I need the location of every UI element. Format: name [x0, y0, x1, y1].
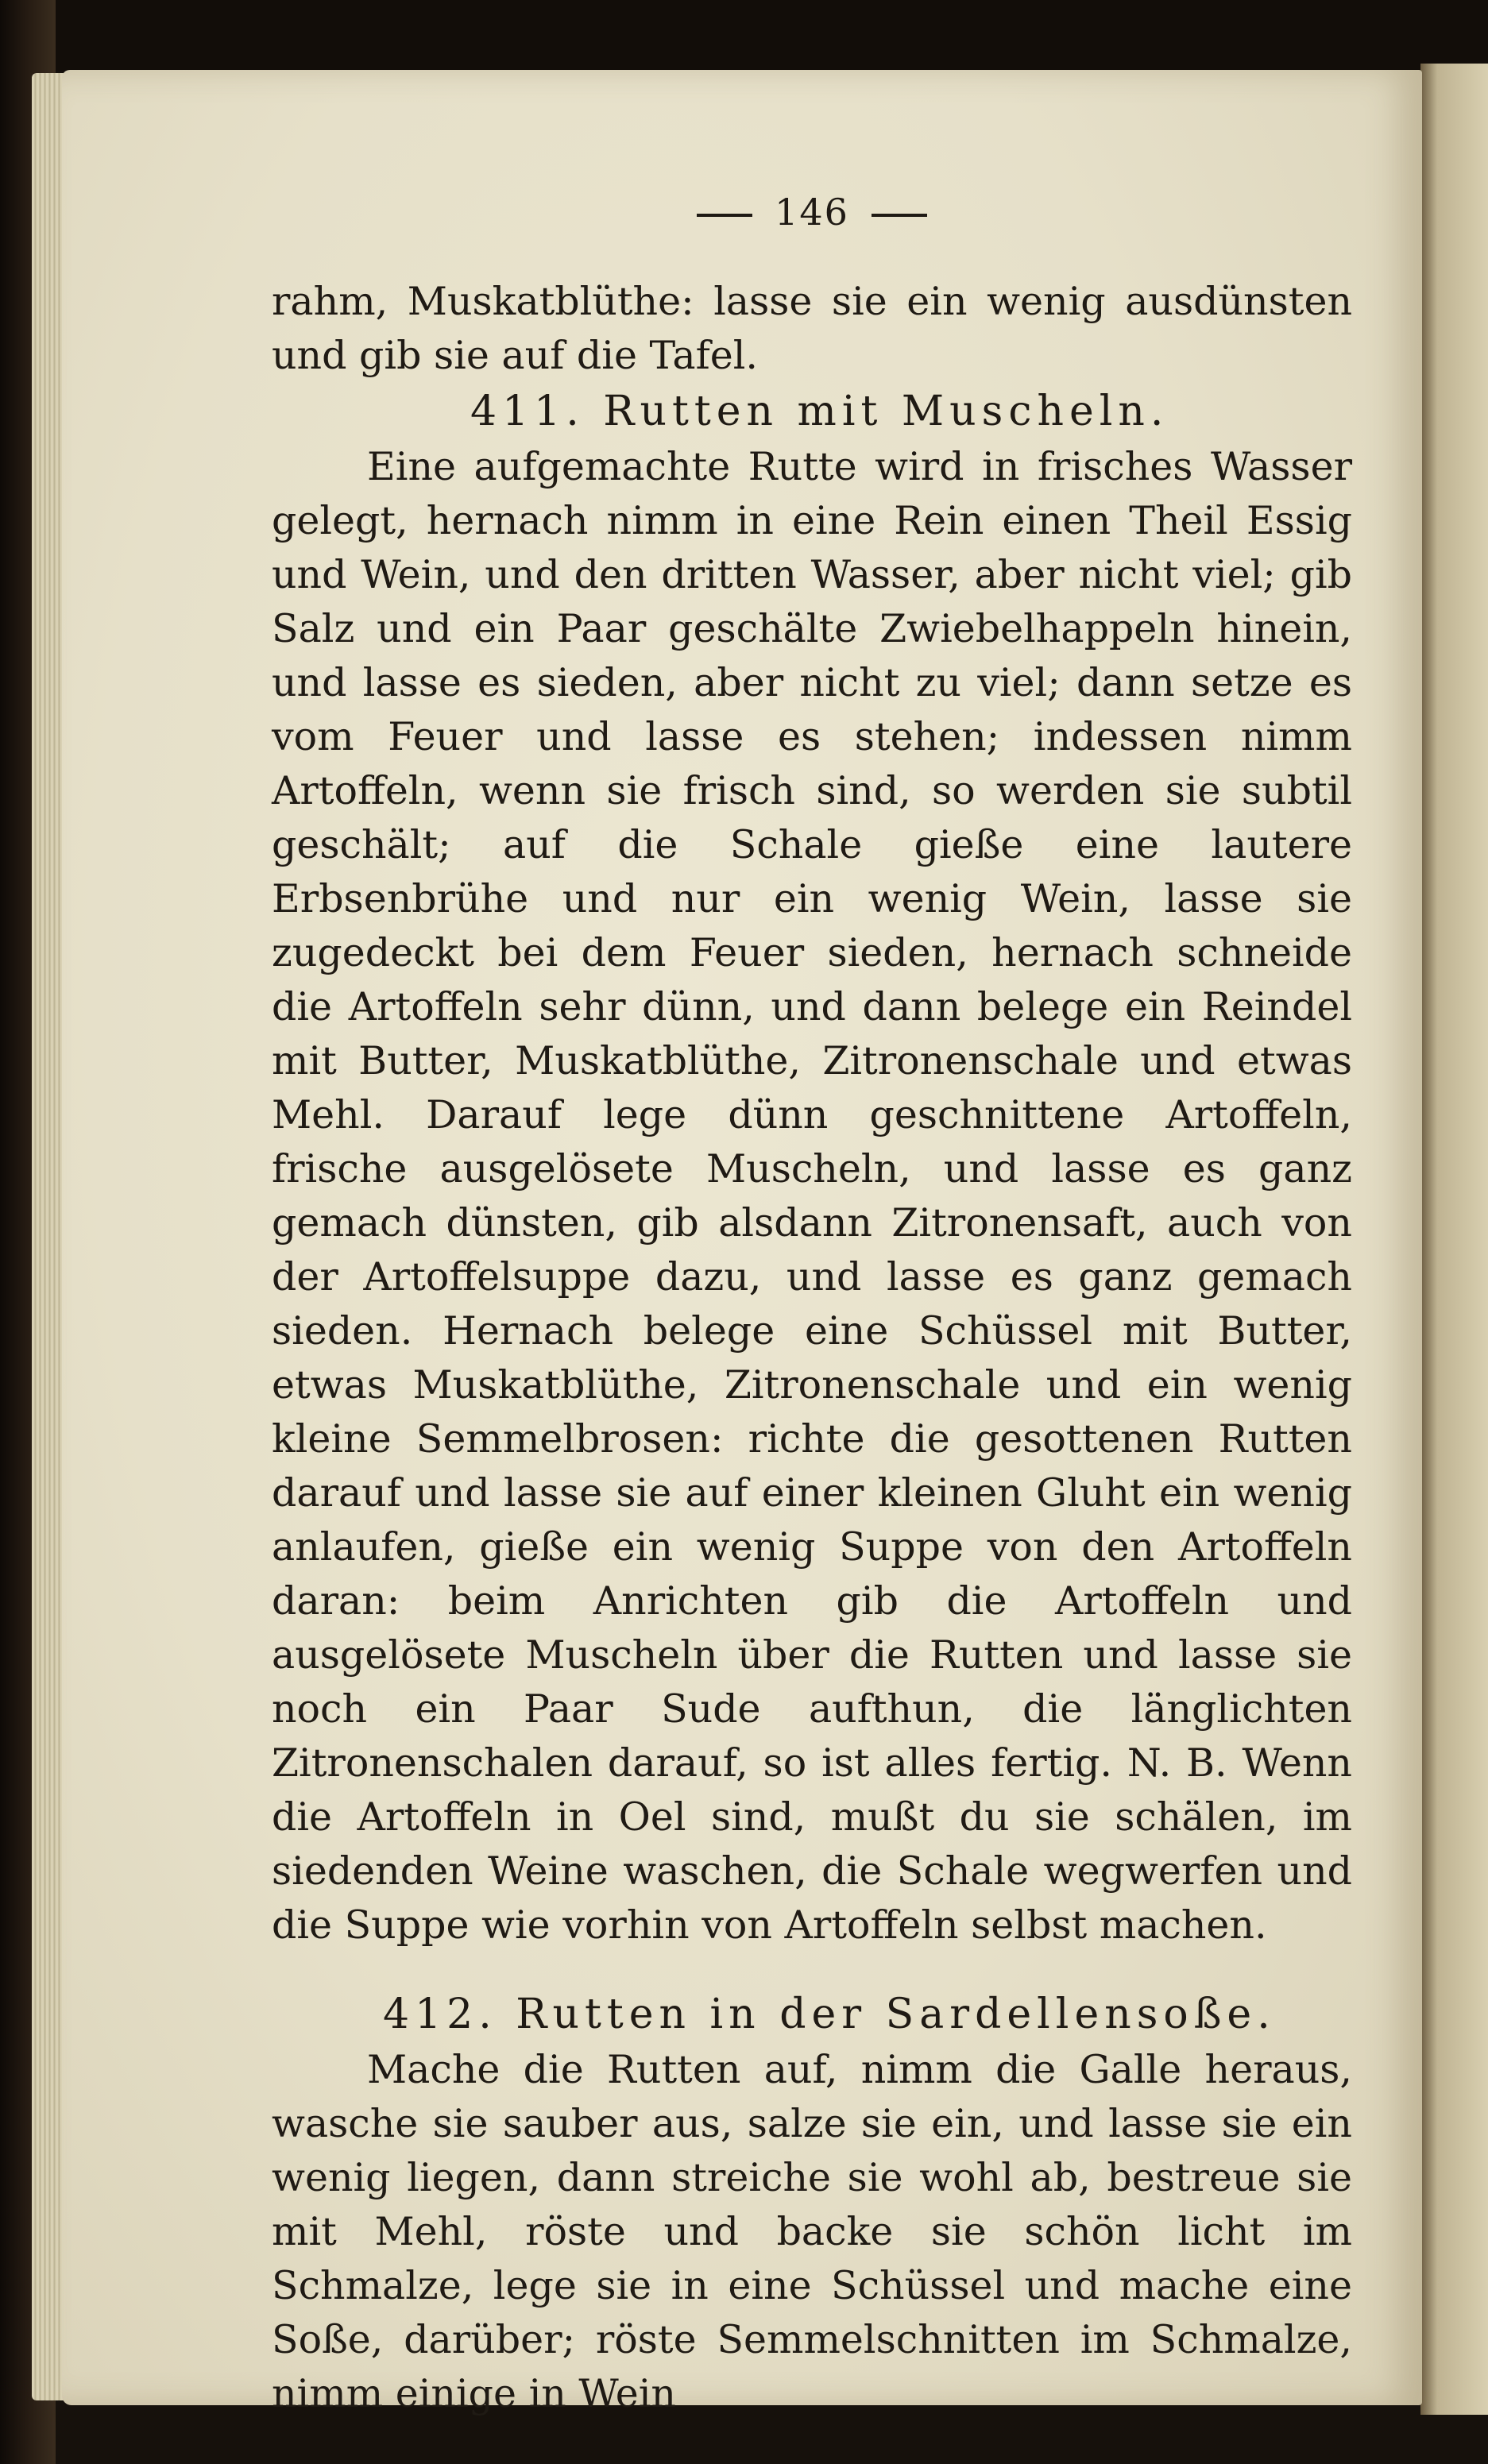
page-number-value: 146	[775, 191, 849, 234]
page-number-dash-left	[697, 214, 752, 217]
recipe-body-412: Mache die Rutten auf, nimm die Galle heraus, wasche sie sauber aus, salze sie ein, und lasse sie ein wenig liegen, dann streiche sie wohl ab, bestreue sie mit Mehl, röste und backe sie schön licht im Schmalze, lege sie in eine Schüssel und mache eine Soße, darüber; röste Semmelschnitten im Schmalze, nimm einige in Wein	[272, 2047, 1352, 2416]
recipe-body-411: Eine aufgemachte Rutte wird in frisches Wasser gelegt, hernach nimm in eine Rein einen Theil Essig und Wein, und den dritten Wasser, aber nicht viel; gib Salz und ein Paar geschälte Zwiebelhappeln hinein, und lasse es sieden, aber nicht zu viel; dann setze es vom Feuer und lasse es stehen; indessen nimm Artoffeln, wenn sie frisch sind, so werden sie subtil geschält; auf die Schale gieße eine lautere Erbsenbrühe und nur ein wenig Wein, lasse sie zugedeckt bei dem Feuer sieden, hernach schneide die Artoffeln sehr dünn, und dann belege ein Reindel mit Butter, Muskatblüthe, Zitronenschale und etwas Mehl. Darauf lege dünn geschnittene Artoffeln, frische ausgelösete Muscheln, und lasse es ganz gemach dünsten, gib alsdann Zitronensaft, auch von der Artoffelsuppe dazu, und lasse es ganz gemach sieden. Hernach belege eine Schüssel mit Butter, etwas Muskatblüthe, Zitronenschale und ein wenig kleine Semmelbrosen: richte die gesottenen Rutten darauf und lasse sie auf einer kleinen Gluht ein wenig anlaufen, gieße ein wenig Suppe von den Artoffeln daran: beim Anrichten gib die Artoffeln und ausgelösete Muscheln über die Rutten und lasse sie noch ein Paar Sude aufthun, die länglichten Zitronenschalen darauf, so ist alles fertig. N. B. Wenn die Artoffeln in Oel sind, mußt du sie schälen, im siedenden Weine waschen, die Schale wegwerfen und die Suppe wie vorhin von Artoffeln selbst machen.	[272, 444, 1352, 1948]
recipe-heading-412: 412. Rutten in der Sardellensoße.	[383, 1991, 1276, 2038]
page-text-block	[272, 191, 1352, 2421]
page-number-dash-right	[872, 214, 927, 217]
page-number	[272, 191, 1352, 234]
recipe-heading-411: 411. Rutten mit Muscheln.	[470, 388, 1169, 435]
carryover-paragraph: rahm, Muskatblüthe: lasse sie ein wenig ausdünsten und gib sie auf die Tafel.	[272, 279, 1352, 378]
scanner-background	[0, 0, 1488, 71]
facing-page-edge	[1420, 64, 1488, 2415]
